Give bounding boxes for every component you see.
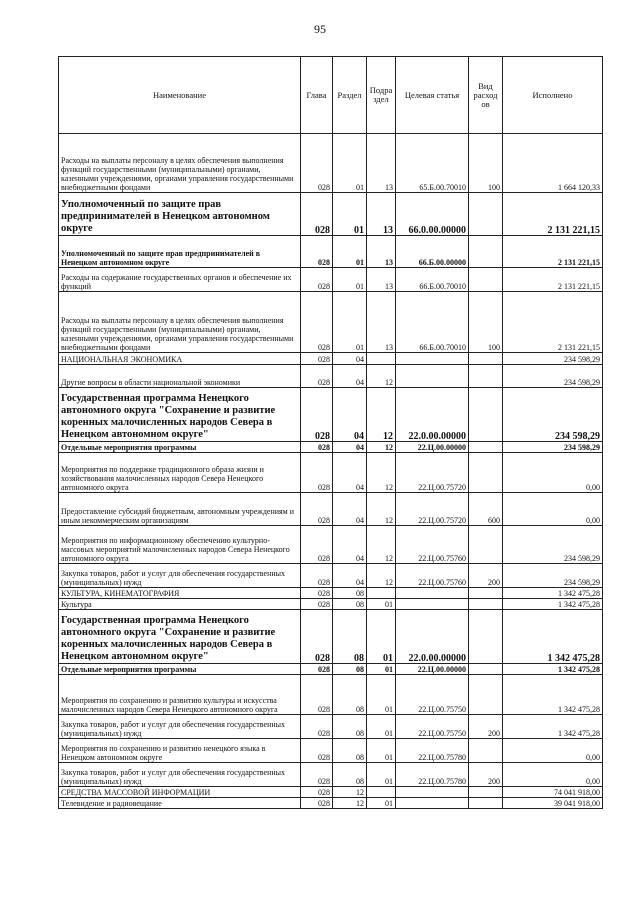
row-target: 22.Ц.00.75720	[396, 493, 469, 526]
row-vid	[469, 798, 503, 809]
table-row	[59, 353, 603, 365]
row-executed: 39 041 918,00	[503, 798, 603, 809]
header-podrazdel: Подра здел	[367, 57, 396, 134]
table-row	[59, 268, 603, 292]
row-vid	[469, 268, 503, 292]
row-name: Закупка товаров, работ и услуг для обеспечения государственных (муниципальных) нужд	[59, 715, 301, 739]
row-executed: 2 131 221,15	[503, 268, 603, 292]
row-podrazdel: 12	[367, 365, 396, 388]
row-target	[396, 353, 469, 365]
row-podrazdel: 01	[367, 664, 396, 675]
row-podrazdel: 13	[367, 134, 396, 193]
row-razdel: 08	[333, 599, 367, 610]
row-name: Расходы на выплаты персоналу в целях обеспечения выполнения функций государственными (муниципальными) органами, казенными учреждениями, органами управления государственными внебюджетными фондами	[59, 134, 301, 193]
row-glava: 028	[301, 564, 333, 588]
table-row	[59, 564, 603, 588]
row-glava: 028	[301, 675, 333, 715]
row-razdel: 04	[333, 526, 367, 564]
row-executed: 2 131 221,15	[503, 193, 603, 236]
row-vid	[469, 664, 503, 675]
row-glava: 028	[301, 787, 333, 798]
row-razdel: 01	[333, 134, 367, 193]
row-vid	[469, 588, 503, 599]
row-name: Закупка товаров, работ и услуг для обеспечения государственных (муниципальных) нужд	[59, 564, 301, 588]
row-vid	[469, 442, 503, 453]
row-name: КУЛЬТУРА, КИНЕМАТОГРАФИЯ	[59, 588, 301, 599]
table-row	[59, 763, 603, 787]
row-podrazdel: 12	[367, 388, 396, 442]
table-row	[59, 675, 603, 715]
row-vid	[469, 236, 503, 268]
row-executed: 234 598,29	[503, 442, 603, 453]
row-glava: 028	[301, 236, 333, 268]
row-target: 66.Б.00.70010	[396, 292, 469, 353]
header-executed: Исполнено	[503, 57, 603, 134]
row-target: 22.0.00.00000	[396, 610, 469, 664]
row-target	[396, 365, 469, 388]
row-vid	[469, 610, 503, 664]
row-executed: 74 041 918,00	[503, 787, 603, 798]
row-glava: 028	[301, 268, 333, 292]
table-row	[59, 526, 603, 564]
row-podrazdel: 01	[367, 599, 396, 610]
row-razdel: 04	[333, 353, 367, 365]
row-target: 22.Ц.00.75760	[396, 564, 469, 588]
row-glava: 028	[301, 442, 333, 453]
row-podrazdel: 12	[367, 526, 396, 564]
row-podrazdel: 13	[367, 292, 396, 353]
row-name: Отдельные мероприятия программы	[59, 664, 301, 675]
row-executed: 0,00	[503, 453, 603, 493]
table-row	[59, 715, 603, 739]
row-glava: 028	[301, 798, 333, 809]
row-executed: 0,00	[503, 493, 603, 526]
row-razdel: 01	[333, 193, 367, 236]
row-razdel: 12	[333, 798, 367, 809]
row-vid	[469, 193, 503, 236]
row-razdel: 08	[333, 664, 367, 675]
row-vid	[469, 388, 503, 442]
row-target: 22.Ц.00.75780	[396, 763, 469, 787]
row-target: 22.Ц.00.00000	[396, 442, 469, 453]
table-row	[59, 787, 603, 798]
row-name: Мероприятия по поддержке традиционного образа жизни и хозяйствования малочисленных народов Севера Ненецкого автономного округа	[59, 453, 301, 493]
row-razdel: 04	[333, 388, 367, 442]
row-vid: 200	[469, 763, 503, 787]
row-glava: 028	[301, 715, 333, 739]
row-podrazdel: 12	[367, 564, 396, 588]
table-row	[59, 610, 603, 664]
row-vid	[469, 453, 503, 493]
table-row	[59, 588, 603, 599]
row-executed: 1 342 475,28	[503, 675, 603, 715]
row-name: Закупка товаров, работ и услуг для обеспечения государственных (муниципальных) нужд	[59, 763, 301, 787]
row-target: 22.Ц.00.75750	[396, 715, 469, 739]
header-name: Наименование	[59, 57, 301, 134]
row-executed: 234 598,29	[503, 564, 603, 588]
budget-table	[58, 56, 603, 809]
row-name: НАЦИОНАЛЬНАЯ ЭКОНОМИКА	[59, 353, 301, 365]
row-podrazdel	[367, 353, 396, 365]
row-name: Другие вопросы в области национальной экономики	[59, 365, 301, 388]
table-row	[59, 599, 603, 610]
row-vid	[469, 526, 503, 564]
row-vid: 600	[469, 493, 503, 526]
row-executed: 234 598,29	[503, 388, 603, 442]
row-razdel: 08	[333, 715, 367, 739]
row-executed: 234 598,29	[503, 365, 603, 388]
row-glava: 028	[301, 588, 333, 599]
row-target: 22.Ц.00.00000	[396, 664, 469, 675]
row-glava: 028	[301, 763, 333, 787]
row-name: Предоставление субсидий бюджетным, автономным учреждениям и иным некоммерческим организациям	[59, 493, 301, 526]
row-razdel: 08	[333, 739, 367, 763]
row-name: Уполномоченный по защите прав предпринимателей в Ненецком автономном округе	[59, 193, 301, 236]
row-executed: 2 131 221,15	[503, 236, 603, 268]
row-executed: 0,00	[503, 739, 603, 763]
row-razdel: 08	[333, 675, 367, 715]
row-podrazdel: 01	[367, 763, 396, 787]
table-row	[59, 453, 603, 493]
row-executed: 0,00	[503, 763, 603, 787]
row-name: Культура	[59, 599, 301, 610]
row-razdel: 08	[333, 610, 367, 664]
row-glava: 028	[301, 610, 333, 664]
row-podrazdel: 01	[367, 739, 396, 763]
row-glava: 028	[301, 134, 333, 193]
row-glava: 028	[301, 193, 333, 236]
table-row	[59, 193, 603, 236]
header-razdel: Раздел	[333, 57, 367, 134]
row-executed: 2 131 221,15	[503, 292, 603, 353]
row-target	[396, 787, 469, 798]
table-row	[59, 798, 603, 809]
row-vid	[469, 365, 503, 388]
row-vid	[469, 353, 503, 365]
table-header-row	[59, 57, 603, 134]
row-glava: 028	[301, 493, 333, 526]
row-podrazdel: 13	[367, 193, 396, 236]
table-row	[59, 236, 603, 268]
table-row	[59, 442, 603, 453]
table-row	[59, 388, 603, 442]
row-vid	[469, 675, 503, 715]
table-row	[59, 664, 603, 675]
row-target: 65.Б.00.70010	[396, 134, 469, 193]
table-row	[59, 493, 603, 526]
row-name: Мероприятия по сохранению и развитию культуры и искусства малочисленных народов Севера Ненецкого автономного округа	[59, 675, 301, 715]
row-podrazdel: 12	[367, 453, 396, 493]
row-target: 22.Ц.00.75760	[396, 526, 469, 564]
row-razdel: 04	[333, 564, 367, 588]
row-target: 22.Ц.00.75750	[396, 675, 469, 715]
row-podrazdel: 01	[367, 675, 396, 715]
row-razdel: 04	[333, 365, 367, 388]
row-razdel: 04	[333, 453, 367, 493]
row-glava: 028	[301, 388, 333, 442]
row-name: Отдельные мероприятия программы	[59, 442, 301, 453]
row-razdel: 01	[333, 292, 367, 353]
row-glava: 028	[301, 365, 333, 388]
row-podrazdel: 13	[367, 268, 396, 292]
row-vid	[469, 599, 503, 610]
row-target	[396, 798, 469, 809]
row-target	[396, 588, 469, 599]
table-row	[59, 739, 603, 763]
row-glava: 028	[301, 453, 333, 493]
row-razdel: 12	[333, 787, 367, 798]
row-razdel: 08	[333, 763, 367, 787]
row-target: 22.Ц.00.75780	[396, 739, 469, 763]
row-glava: 028	[301, 526, 333, 564]
row-vid: 200	[469, 715, 503, 739]
row-podrazdel: 01	[367, 798, 396, 809]
table-row	[59, 365, 603, 388]
row-name: Государственная программа Ненецкого автономного округа "Сохранение и развитие коренных малочисленных народов Севера в Ненецком автономном округе"	[59, 388, 301, 442]
row-name: Мероприятия по информационному обеспечению культурно-массовых мероприятий малочисленных народов Севера Ненецкого автономного округа	[59, 526, 301, 564]
row-glava: 028	[301, 664, 333, 675]
header-target: Целевая статья	[396, 57, 469, 134]
row-glava: 028	[301, 353, 333, 365]
row-target	[396, 599, 469, 610]
header-vid: Вид расход ов	[469, 57, 503, 134]
row-glava: 028	[301, 599, 333, 610]
row-target: 66.Б.00.70010	[396, 268, 469, 292]
row-executed: 1 342 475,28	[503, 588, 603, 599]
row-target: 22.Ц.00.75720	[396, 453, 469, 493]
row-podrazdel: 12	[367, 493, 396, 526]
row-razdel: 04	[333, 442, 367, 453]
row-razdel: 01	[333, 268, 367, 292]
row-executed: 1 342 475,28	[503, 610, 603, 664]
row-executed: 1 342 475,28	[503, 664, 603, 675]
row-name: Мероприятия по сохранению и развитию ненецкого языка в Ненецком автономном округе	[59, 739, 301, 763]
row-name: Уполномоченный по защите прав предпринимателей в Ненецком автономном округе	[59, 236, 301, 268]
table-row	[59, 292, 603, 353]
row-vid: 100	[469, 134, 503, 193]
row-vid: 100	[469, 292, 503, 353]
row-target: 66.Б.00.00000	[396, 236, 469, 268]
row-executed: 234 598,29	[503, 353, 603, 365]
row-razdel: 04	[333, 493, 367, 526]
row-name: Расходы на содержание государственных органов и обеспечение их функций	[59, 268, 301, 292]
row-razdel: 01	[333, 236, 367, 268]
row-glava: 028	[301, 739, 333, 763]
header-glava: Глава	[301, 57, 333, 134]
row-name: Государственная программа Ненецкого автономного округа "Сохранение и развитие коренных малочисленных народов Севера в Ненецком автономном округе"	[59, 610, 301, 664]
row-target: 66.0.00.00000	[396, 193, 469, 236]
row-executed: 1 342 475,28	[503, 715, 603, 739]
row-podrazdel: 01	[367, 610, 396, 664]
row-glava: 028	[301, 292, 333, 353]
row-name: СРЕДСТВА МАССОВОЙ ИНФОРМАЦИИ	[59, 787, 301, 798]
row-executed: 1 342 475,28	[503, 599, 603, 610]
table-row	[59, 134, 603, 193]
row-executed: 1 664 120,33	[503, 134, 603, 193]
row-name: Расходы на выплаты персоналу в целях обеспечения выполнения функций государственными (муниципальными) органами, казенными учреждениями, органами управления государственными внебюджетными фондами	[59, 292, 301, 353]
row-executed: 234 598,29	[503, 526, 603, 564]
row-target: 22.0.00.00000	[396, 388, 469, 442]
row-razdel: 08	[333, 588, 367, 599]
row-podrazdel: 12	[367, 442, 396, 453]
row-podrazdel	[367, 588, 396, 599]
row-name: Телевидение и радиовещание	[59, 798, 301, 809]
row-vid	[469, 739, 503, 763]
row-vid: 200	[469, 564, 503, 588]
row-vid	[469, 787, 503, 798]
row-podrazdel: 01	[367, 715, 396, 739]
row-podrazdel	[367, 787, 396, 798]
row-podrazdel: 13	[367, 236, 396, 268]
page-number: 95	[314, 22, 326, 36]
